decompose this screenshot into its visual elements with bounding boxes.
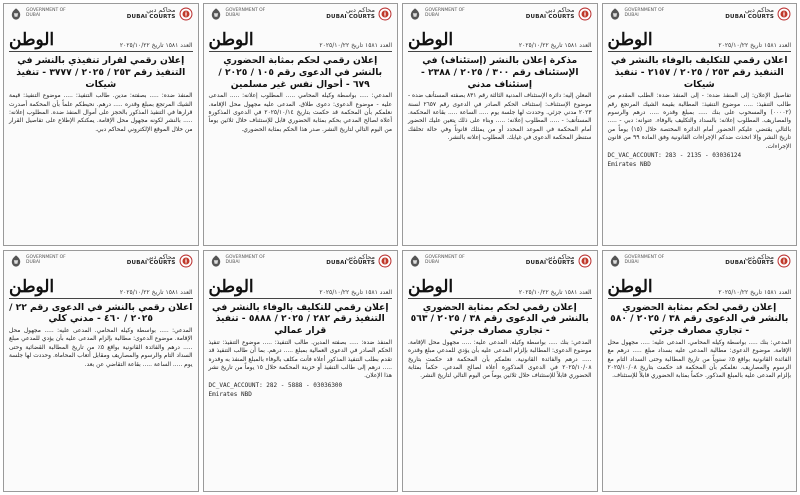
notice-body: المنفذ ضده: ..... بصفته: مدين. طالب التنفيذ: ..... موضوع التنفيذ: قيمة الشيك المرتجع بمبلغ وقدره ..... درهم. نحيطكم علماً بأن المحكمة أصدرت قرارها في التنفيذ المذكور بالحجز على أموال المنفذ ضده. المطلوب إعلانه: ..... بالنشر لكونه مجهول محل الإقامة. يمكنكم الإطلاع على تفاصيل القرار من خلال الموقع الإلكتروني لمحاكم دبي. bbox=[9, 93, 193, 133]
notice-title: إعلان رقمي لحكم بمثابة الحضوري بالنشر في الدعوى رقم ٣٨ / ٢٠٢٥ / ٥٦٣ - تجاري مصارف جزئي bbox=[410, 301, 589, 337]
courts-logo-arabic: محاكم دبي bbox=[744, 6, 774, 15]
courts-emblem-icon bbox=[378, 7, 392, 21]
government-logo-text: GOVERNMENT OF DUBAI bbox=[624, 254, 665, 265]
dubai-courts-logo bbox=[326, 254, 392, 268]
government-logo bbox=[408, 254, 465, 268]
courts-emblem-icon bbox=[777, 254, 791, 268]
card-header bbox=[204, 251, 398, 277]
card-header bbox=[403, 251, 597, 277]
bank-line bbox=[4, 136, 198, 138]
courts-logo-english: DUBAI COURTS bbox=[126, 13, 176, 20]
courts-emblem-icon bbox=[179, 254, 193, 268]
bank-line bbox=[4, 371, 198, 373]
newspaper-name: الوطن bbox=[9, 276, 55, 297]
masthead bbox=[204, 32, 398, 49]
issue-info: العدد ١٥٨١ تاريخ ٢٠٢٥/١٠/٢٢ bbox=[119, 42, 193, 49]
notice-body: المعلن إليه: دائرة الإستئناف المدنية الثالثة رقم ٨٣١ بصفته المستأنف ضده - موضوع الإستئناف: إستئناف الحكم الصادر في الدعوى رقم ٢٦٥٧ لسنة ٢٠٢٣ مدني جزئي. وحددت لها جلسة يوم ..... الساعة ..... بقاعة المحكمة. المستأنف: - ..... المطلوب إعلانه: ..... وبناء على ذلك يتعين عليك الحضور أمام المحكمة في الموعد المحدد أو من يمثلك قانوناً وفي حالة تخلفك ستنظر المحكمة الدعوى في غيابك. المطلوب إعلانه بالنشر. bbox=[408, 93, 592, 142]
government-emblem-icon bbox=[408, 254, 422, 268]
newspaper-name: الوطن bbox=[607, 276, 653, 297]
courts-logo-english: DUBAI COURTS bbox=[725, 13, 774, 20]
divider bbox=[408, 298, 592, 299]
dubai-courts-logo bbox=[326, 7, 392, 21]
dubai-courts-logo bbox=[725, 254, 791, 268]
government-logo-text: GOVERNMENT OF DUBAI bbox=[225, 254, 266, 265]
notice-body: المنفذ ضده: ..... بصفته المدين. طالب التنفيذ: ..... موضوع التنفيذ: تنفيذ الحكم الصادر في الدعوى العمالية بمبلغ ..... درهم. بما أن طالب التنفيذ قد تقدم بطلب التنفيذ المذكور أعلاه فأنت مكلف بالوفاء بالمبلغ المنفذ به وقدره ..... درهم إلى طالب التنفيذ أو خزينة المحكمة خلال ١٥ يوماً من تاريخ نشر هذا الإعلان. bbox=[208, 339, 392, 380]
courts-logo-arabic: محاكم دبي bbox=[545, 6, 575, 15]
issue-info: العدد ١٥٨١ تاريخ ٢٠٢٥/١٠/٢٢ bbox=[718, 42, 791, 49]
government-emblem-icon bbox=[209, 254, 223, 268]
card-header bbox=[204, 4, 398, 30]
divider bbox=[9, 298, 193, 299]
bank-line bbox=[204, 136, 398, 138]
government-logo-text: GOVERNMENT OF DUBAI bbox=[225, 8, 266, 18]
issue-info: العدد ١٥٨١ تاريخ ٢٠٢٥/١٠/٢٢ bbox=[319, 288, 392, 296]
dubai-courts-logo bbox=[526, 7, 592, 21]
notice-title: إعلان رقمي للتكليف بالوفاء بالنشر في التنفيذ رقم ٢٨٢ / ٢٠٢٥ / ٥٨٨٨ - تنفيذ قرار عمالي bbox=[212, 301, 389, 337]
newspaper-name: الوطن bbox=[607, 30, 653, 50]
bank-line: Emirates NBD bbox=[208, 390, 252, 398]
government-logo-text: GOVERNMENT OF DUBAI bbox=[26, 254, 66, 265]
issue-info: العدد ١٥٨١ تاريخ ٢٠٢٥/١٠/٢٢ bbox=[518, 288, 592, 296]
government-logo-text: GOVERNMENT OF DUBAI bbox=[624, 8, 665, 18]
government-logo bbox=[9, 7, 66, 21]
card-header bbox=[4, 251, 198, 277]
notice-body: المدعي: ..... بواسطة وكيله المحامي. المدعى عليه: ..... مجهول محل الإقامة. موضوع الدعوى: مطالبة بإلزام المدعى عليه بأن يؤدي للمدعي مبلغ ..... درهم والفائدة القانونية بواقع ٥٪ من تاريخ المطالبة القضائية وحتى السداد التام والرسوم والمصاريف ومقابل أتعاب المحاماة. وحددت لها جلسة يوم ..... الساعة ..... بقاعة التقاضي عن بعد. bbox=[9, 328, 193, 368]
card-header bbox=[403, 4, 597, 30]
masthead bbox=[403, 32, 597, 49]
newspaper-name: الوطن bbox=[408, 30, 454, 50]
courts-logo-arabic: محاكم دبي bbox=[146, 252, 176, 261]
government-logo-text: GOVERNMENT OF DUBAI bbox=[425, 254, 465, 265]
notice-title: مذكرة إعلان بالنشر (إستئناف) في الإستئناف رقم ٣٠٠ / ٢٠٢٥ / ٢٣٨٨ - إستئناف مدني bbox=[420, 55, 579, 90]
bank-line bbox=[403, 145, 597, 147]
dubai-courts-logo bbox=[127, 254, 193, 268]
card-header bbox=[603, 4, 797, 30]
newspaper-name: الوطن bbox=[9, 30, 55, 50]
government-logo-text: GOVERNMENT OF DUBAI bbox=[425, 8, 465, 18]
divider bbox=[209, 51, 393, 52]
notice-title: إعلان رقمي لحكم بمثابة الحضوري بالنشر في الدعوى رقم ٣٨ / ٢٠٢٥ / ٥٨٠ - تجاري مصارف جزئي bbox=[610, 301, 789, 337]
government-logo bbox=[9, 254, 66, 268]
divider bbox=[9, 51, 193, 52]
issue-info: العدد ١٥٨١ تاريخ ٢٠٢٥/١٠/٢٢ bbox=[718, 288, 791, 296]
government-logo bbox=[408, 7, 465, 21]
courts-logo-arabic: محاكم دبي bbox=[345, 6, 375, 15]
issue-info: العدد ١٥٨١ تاريخ ٢٠٢٥/١٠/٢٢ bbox=[319, 42, 392, 49]
card-header bbox=[4, 4, 198, 30]
issue-info: العدد ١٥٨١ تاريخ ٢٠٢٥/١٠/٢٢ bbox=[518, 42, 592, 49]
government-emblem-icon bbox=[9, 254, 23, 268]
bank-line: Emirates NBD bbox=[607, 160, 651, 168]
masthead bbox=[603, 276, 797, 297]
government-emblem-icon bbox=[608, 254, 622, 268]
government-emblem-icon bbox=[9, 7, 23, 21]
courts-logo-english: DUBAI COURTS bbox=[525, 13, 575, 20]
issue-info: العدد ١٥٨١ تاريخ ٢٠٢٥/١٠/٢٢ bbox=[119, 288, 193, 296]
court-notice-card bbox=[402, 250, 598, 493]
account-line: DC_VAC_ACCOUNT: 282 - 5888 - 03036300 bbox=[208, 381, 343, 389]
divider bbox=[608, 51, 792, 52]
court-notice-card bbox=[402, 3, 598, 246]
government-emblem-icon bbox=[608, 7, 622, 21]
government-emblem-icon bbox=[408, 7, 422, 21]
courts-emblem-icon bbox=[378, 254, 392, 268]
bank-line bbox=[603, 383, 797, 385]
bank-line bbox=[403, 383, 597, 385]
government-logo-text: GOVERNMENT OF DUBAI bbox=[26, 8, 66, 18]
courts-logo-arabic: محاكم دبي bbox=[146, 6, 176, 15]
newspaper-name: الوطن bbox=[208, 30, 254, 50]
notice-title: إعلان رقمي لقرار تنفيذي بالنشر في التنفيذ رقم ٢٥٣ / ٢٠٢٥ / ٣٧٧٧ - تنفيذ شيكات bbox=[16, 55, 186, 90]
government-emblem-icon bbox=[209, 7, 223, 21]
newspaper-name: الوطن bbox=[408, 276, 454, 297]
notice-title: إعلان رقمي لحكم بمثابة الحضوري بالنشر في الدعوى رقم ١٠٥ / ٢٠٢٥ / ٦٧٩ - أحوال نفس غير مسلمين bbox=[218, 55, 383, 90]
notice-body: المدعي: بنك ..... بواسطة وكيله. المدعى عليه: ..... مجهول محل الإقامة. موضوع الدعوى: المطالبة بإلزام المدعى عليه بأن يؤدي للمدعي مبلغ وقدره ..... درهم والفائدة القانونية. نعلمكم بأن المحكمة قد حكمت بتاريخ ٢٠٢٥/١٠/٠٨ في الدعوى المذكورة أعلاه لصالح المدعي. حكماً بمثابة الحضوري قابلاً للإستئناف خلال ثلاثين يوماً من اليوم التالي لتاريخ النشر. bbox=[408, 339, 592, 380]
dubai-courts-logo bbox=[526, 254, 592, 268]
court-notice-card bbox=[3, 250, 199, 493]
courts-emblem-icon bbox=[179, 7, 193, 21]
government-logo bbox=[209, 254, 266, 268]
courts-logo-english: DUBAI COURTS bbox=[326, 13, 375, 20]
courts-emblem-icon bbox=[578, 254, 592, 268]
courts-logo-arabic: محاكم دبي bbox=[345, 252, 375, 261]
courts-logo-arabic: محاكم دبي bbox=[744, 252, 774, 261]
notice-body: المدعي: ..... بواسطة وكيله المحامي ..... المطلوب إعلانه: ..... المدعى عليه - موضوع الدعوى: دعوى طلاق. المدعى عليه مجهول محل الإقامة. نعلمكم بأن المحكمة قد حكمت بتاريخ ٢٠٢٥/١٠/١٤ في الدعوى المذكورة أعلاه لصالح المدعي بحكم بمثابة الحضوري قابل للإستئناف خلال ثلاثين يوماً من اليوم التالي لتاريخ النشر. صدر هذا الحكم بمثابة الحضوري. bbox=[208, 93, 392, 133]
masthead bbox=[403, 276, 597, 297]
masthead bbox=[4, 32, 198, 49]
government-logo bbox=[608, 7, 665, 21]
notice-body: تفاصيل الإعلان: إلى المنفذ ضده: - إلى المنفذ ضده: الطلب المقدم من طالب التنفيذ: ..... موضوع التنفيذ: المطالبة بقيمة الشيك المرتجع رقم (٠٠٠٠٢) والمسحوب على بنك ..... بمبلغ وقدره ..... درهم والرسوم والمصاريف. المطلوب إعلانه: بالسداد والتكليف بالوفاء. عنوانه: دبي - ..... بالتالي يقتضي عليكم الحضور أمام الدائرة المختصة خلال (١٥) يوماً من تاريخ النشر وإلا اتخذت ضدكم الإجراءات القانونية وفق المادة ٩٩ من قانون الإجراءات. bbox=[607, 93, 791, 150]
divider bbox=[209, 298, 393, 299]
government-logo bbox=[608, 254, 665, 268]
newspaper-name: الوطن bbox=[208, 276, 254, 297]
court-notice-card bbox=[3, 3, 199, 246]
courts-logo-english: DUBAI COURTS bbox=[326, 260, 375, 267]
courts-logo-english: DUBAI COURTS bbox=[126, 260, 176, 267]
courts-emblem-icon bbox=[578, 7, 592, 21]
masthead bbox=[204, 276, 398, 297]
account-line: DC_VAC_ACCOUNT: 283 - 2135 - 03036124 bbox=[607, 151, 742, 159]
notice-title: اعلان رقمي بالنشر في الدعوى رقم ٢٢ / ٢٠٢٥ / ٤٦٠ - مدني كلي bbox=[9, 301, 193, 325]
dubai-courts-logo bbox=[127, 7, 193, 21]
courts-logo-arabic: محاكم دبي bbox=[545, 252, 575, 261]
card-header bbox=[603, 251, 797, 277]
courts-logo-english: DUBAI COURTS bbox=[725, 260, 774, 267]
divider bbox=[408, 51, 592, 52]
notice-title: اعلان رقمي للتكليف بالوفاء بالنشر في التنفيذ رقم ٢٥٣ / ٢٠٢٥ / ٢١٥٧ - تنفيذ شيكات bbox=[611, 55, 788, 90]
court-notice-card bbox=[602, 3, 798, 246]
courts-logo-english: DUBAI COURTS bbox=[525, 260, 575, 267]
divider bbox=[608, 298, 792, 299]
court-notice-card bbox=[203, 250, 399, 493]
courts-emblem-icon bbox=[777, 7, 791, 21]
masthead bbox=[603, 32, 797, 49]
masthead bbox=[4, 276, 198, 297]
notice-body: المدعي: بنك ..... بواسطة وكيله المحامي. المدعى عليه: ..... مجهول محل الإقامة. موضوع الدعوى: مطالبة المدعى عليه بسداد مبلغ ..... درهم مع الفائدة القانونية بواقع ٥٪ سنوياً من تاريخ المطالبة وحتى السداد التام مع الرسوم والمصاريف. نعلمكم بأن المحكمة قد حكمت بتاريخ ٢٠٢٥/١٠/٠٨ بإلزام المدعى عليه بالمبلغ المذكور. حكماً بمثابة الحضوري قابلاً للإستئناف. bbox=[607, 339, 791, 380]
government-logo bbox=[209, 7, 266, 21]
court-notice-card bbox=[203, 3, 399, 246]
dubai-courts-logo bbox=[725, 7, 791, 21]
court-notice-card bbox=[602, 250, 798, 493]
